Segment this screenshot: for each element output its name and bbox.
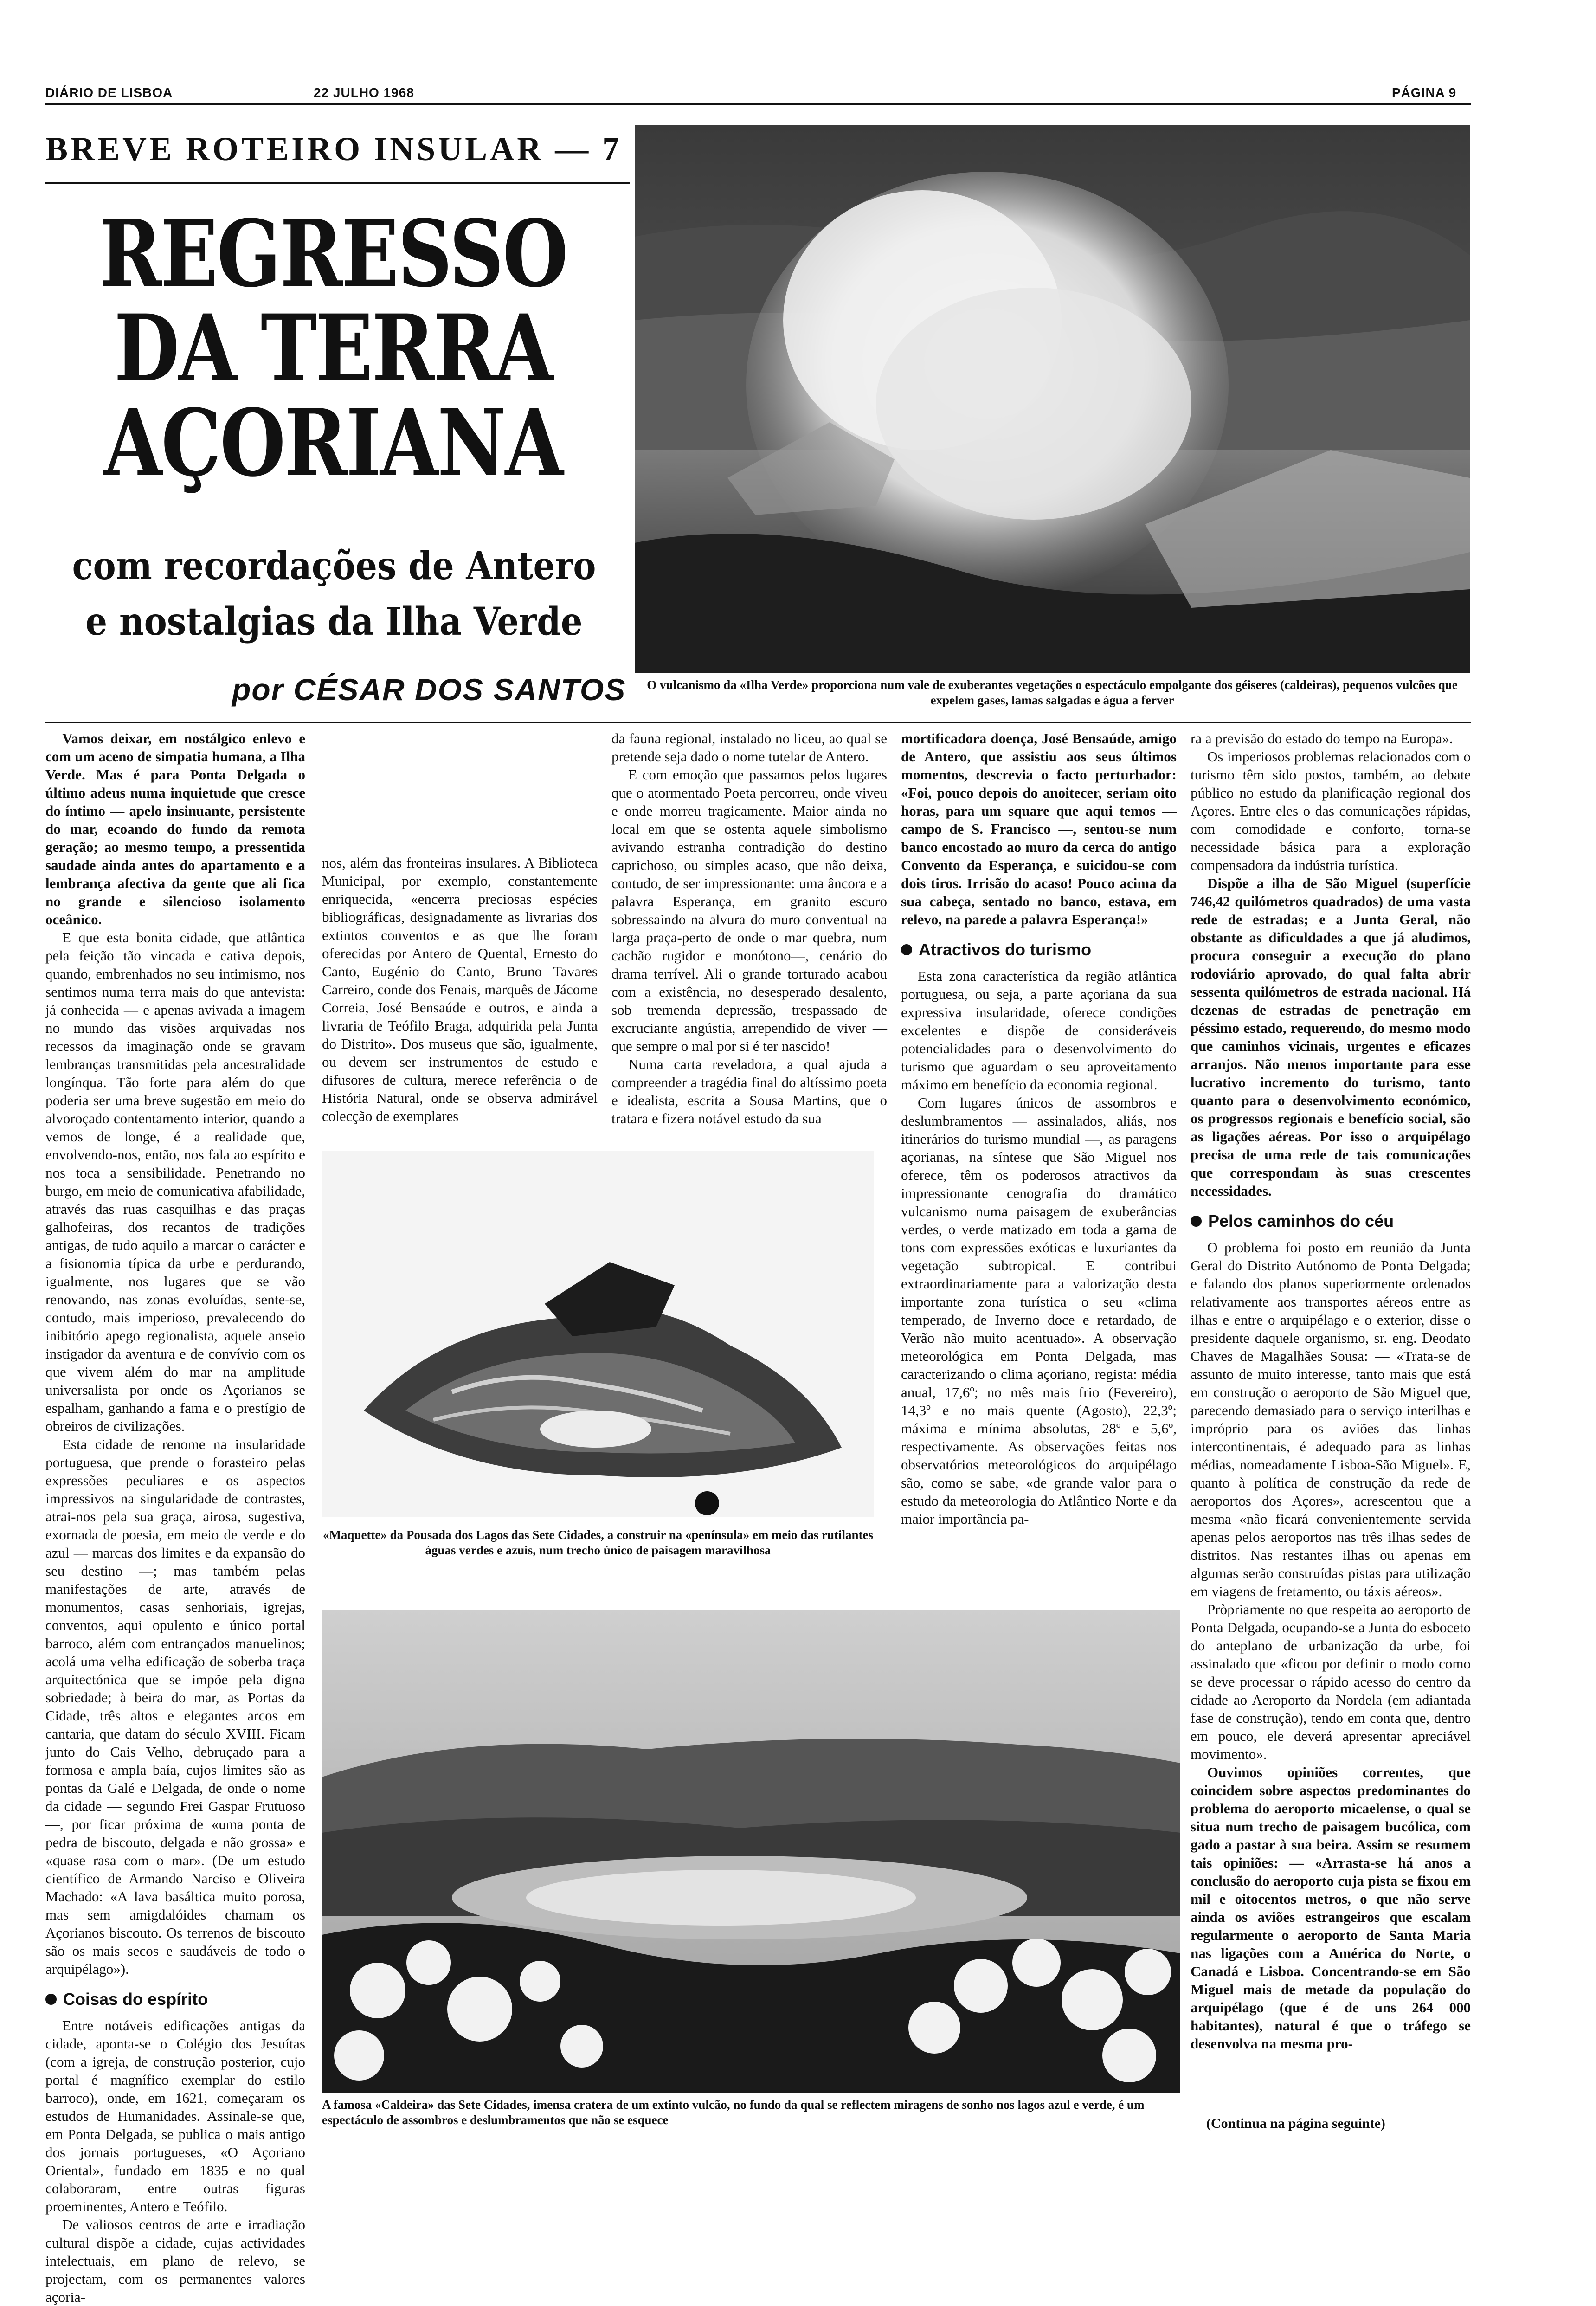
headline-line-3: AÇORIANA (103, 389, 563, 497)
newspaper-name: DIÁRIO DE LISBOA (45, 85, 173, 100)
paragraph: da fauna regional, instalado no liceu, ao qual se pretende seja dado o nome tutelar de Antero. (611, 730, 887, 765)
section-heading-ceu (1191, 1212, 1471, 1230)
byline: por CÉSAR DOS SANTOS (232, 672, 626, 707)
paragraph: De valiosos centros de arte e irradiação cultural dispõe a cidade, cujas actividades intelectuais, em plano de relevo, se projectam, com os permanentes valores açoria- (45, 2216, 305, 2305)
headline-line-2: DA TERRA (114, 294, 553, 402)
paragraph: Os imperiosos problemas relacionados com o turismo têm sido postos, também, ao debate público no estudo da planificação regional dos Açores. Entre eles o das comunicações rápidas, com comodidade e conforto, torna-se necessidade básica para a exploração compensadora da indústria turística. (1191, 748, 1471, 873)
section-heading-turismo (901, 940, 1177, 959)
byline-rule (45, 722, 1471, 723)
paragraph: Esta cidade de renome na insularidade portuguesa, que prende o forasteiro pelas expressões peculiares e os aspectos impressivos na singularidade de contrastes, atrai-nos pela sua graça, airosa, sugestiva, exornada de poesia, em meio de verde e do azul — marcas dos limites e da expansão do seu destino —; mas também pelas manifestações de arte, através de monumentos, casas senhoriais, igrejas, conventos, aqui opulento e único portal barroco, além com entrançados manuelinos; acolá uma velha edificação de soberba traça arquitectónica que se impõe pela digna sobriedade; à beira do mar, as Portas da Cidade, três altos e elegantes arcos em cantaria, que datam do século XVIII. Ficam junto do Cais Velho, debruçado para a formosa e ampla baía, cujos limites são as pontas da Galé e Delgada, de onde o nome da cidade — segundo Frei Gaspar Frutuoso —, por ficar próxima de «uma ponta de pedra de biscouto, delgada e não grossa» e «quase rasa com o mar». (De um estudo científico de Armando Narciso e Oliveira Machado: «A lava basáltica muito porosa, mas sem amigdalóides chamam os Açorianos biscouto. Os terrenos de biscouto são os mais secos e saudáveis de todo o arquipélago»). (45, 1436, 305, 1977)
paragraph: Esta zona característica da região atlântica portuguesa, ou seja, a parte açoriana da sua expressiva insularidade, oferece condições excelentes e dispõe de consideráveis potencialidades para o desenvolvimento do turismo que aguardam o seu aproveitamento máximo em benefício da economia regional. (901, 968, 1177, 1093)
article-column-2 (322, 854, 598, 1125)
geyser-illustration (635, 125, 1470, 673)
paragraph: nos, além das fronteiras insulares. A Biblioteca Municipal, por exemplo, constantemente enriquecida, «encerra preciosas espécies bibliográficas, designadamente as livrarias dos extintos conventos e as que lhe foram oferecidas por Antero de Quental, Ernesto do Canto, Eugénio do Canto, Bruno Tavares Carreiro, conde dos Fenais, marquês de Jácome Correia, José Bensaúde e outros, e ainda a livraria de Teófilo Braga, adquirida pela Junta do Distrito». Dos museus que são, igualmente, ou devem ser instrumentos de estudo e difusores de cultura, merece referência o de História Natural, onde se observa admirável colecção de exemplares (322, 855, 598, 1124)
section-heading-espirito (45, 1990, 305, 2008)
geyser-photo (635, 125, 1470, 673)
caldeira-illustration (322, 1610, 1180, 2093)
bullet-icon (901, 944, 912, 955)
section-title: Coisas do espírito (63, 1990, 208, 2009)
geyser-photo-caption: O vulcanismo da «Ilha Verde» proporciona num vale de exuberantes vegetações o espectáculo empolgante dos géiseres (caldeiras), pequenos vulcões que expelem gases, lamas salgadas e água a ferver (647, 678, 1458, 707)
issue-date: 22 JULHO 1968 (314, 85, 414, 100)
paragraph: E que esta bonita cidade, que atlântica pela feição tão vincada e cativa depois, quando, embrenhados no seu intimismo, nos sentimos numa terra mais do que antevista: já conhecida — e apenas avivada a imagem no mundo das visões arquivadas nos recessos da imaginação onde se gravam lembranças transmitidas pela ancestralidade longínqua. Tão forte para além do que poderia ser uma breve sugestão em meio do alvoroçado contentamento interior, quando a vemos de longe, é a realidade que, envolvendo-nos, então, nos fala ao espírito e nos toca a sensibilidade. Penetrando no burgo, em meio de comunicativa afabilidade, através das ruas casquilhas e das praças galhofeiras, dos recantos de tradições antigas, de tudo aquilo a marcar o carácter e a fisionomia típica da urbe e perdurando, igualmente, nos lugares que se vão renovando, nas zonas evoluídas, sente-se, contudo, mais imperioso, prevalecendo do inibitório apego regionalista, aquele anseio instigador da aventura e de convívio com os que vivem além do mar na amplitude universalista por onde os Açorianos se espalham, ganhando a fama e o prestígio de obreiros de civilizações. (45, 929, 305, 1434)
paragraph: Pròpriamente no que respeita ao aeroporto de Ponta Delgada, ocupando-se a Junta do esboceto do anteplano de urbanização da urbe, foi assinalado que «ficou por definir o modo como se deve processar o rápido acesso do centro da cidade ao Aeroporto da Nordela (em adiantada fase de construção), tendo em conta que, dentro em pouco, ele deverá apresentar apreciável movimento». (1191, 1601, 1471, 1762)
article-column-1 (45, 729, 305, 2306)
paragraph: O problema foi posto em reunião da Junta Geral do Distrito Autónomo de Ponta Delgada; e falando dos planos superiormente ordenados relativamente aos transportes aéreos entre as ilhas e entre o arquipélago e o exterior, disse o presidente daquele organismo, sr. eng. Deodato Chaves de Magalhães Sousa: — «Trata-se de assunto de muito interesse, tanto mais que está em construção o aeroporto de São Miguel que, parecendo demasiado para o serviço interilhas e impróprio para os aviões das linhas intercontinentais, é adequado para as linhas médias, nomeadamente Lisboa-São Miguel». E, quanto à política de construção da rede de aeroportos dos Açores», acrescentou que a mesma «não ficará convenientemente servida apenas pelos aeroportos nas três ilhas sedes de distritos. Nas restantes ilhas ou apenas em algumas serão construídas pistas para utilização em viagens de fretamento, ou táxis aéreos». (1191, 1239, 1471, 1599)
subheadline-line-2: e nostalgias da Ilha Verde (85, 599, 583, 644)
subheadline-line-1: com recordações de Antero (72, 544, 596, 588)
article-column-5 (1191, 729, 1471, 2053)
paragraph: mortificadora doença, José Bensaúde, amigo de Antero, que assistiu aos seus últimos momentos, descrevia o facto perturbador: «Foi, pouco depois do anoitecer, seriam oito horas, para um square que aqui temos — campo de S. Francisco —, sentou-se num banco encostado ao muro da cerca do antigo Convento da Esperança, e suicidou-se com dois tiros. Irrisão do acaso! Pouco acima da sua cabeça, sentado no banco, estava, em relevo, na parede a palavra Esperança!» (901, 730, 1177, 928)
paragraph: Ouvimos opiniões correntes, que coincidem sobre aspectos predominantes do problema do aeroporto micaelense, o qual se situa num trecho de paisagem bucólica, com gado a pastar à sua beira. Assim se resumem tais opiniões: — «Arrasta-se há anos a conclusão do aeroporto cuja pista se fixou em mil e oitocentos metros, o que não serve ainda os aviões estrangeiros que escalam regularmente o aeroporto de Santa Maria nas ligações com a América do Norte, o Canadá e Lisboa. Concentrando-se em São Miguel mais de metade da população do arquipélago (que é de uns 264 000 habitantes), natural é que o tráfego se desenvolva na mesma pro- (1191, 1764, 1471, 2052)
bullet-icon (1191, 1216, 1202, 1227)
maquette-photo (322, 1151, 874, 1517)
article-column-4 (901, 729, 1177, 1528)
paragraph: Dispõe a ilha de São Miguel (superfície 746,42 quilómetros quadrados) de uma vasta rede de estradas; e a Junta Geral, não obstante as dificuldades a que já aludimos, procura conseguir a execução do plano rodoviário aprovado, do qual falta abrir sessenta quilómetros de estrada nacional. Há dezenas de estradas de penetração em péssimo estado, requerendo, do mesmo modo que caminhos vicinais, urgentes e eficazes arranjos. Não menos importante para esse lucrativo incremento do turismo, tanto quanto para o desenvolvimento económico, os progressos regionais e benefício social, são as ligações aéreas. Por isso o arquipélago precisa de uma rede de tais comunicações que correspondam às suas crescentes necessidades. (1191, 875, 1471, 1199)
kicker-rule (45, 182, 630, 184)
section-title: Pelos caminhos do céu (1208, 1211, 1394, 1230)
caldeira-photo-caption: A famosa «Caldeira» das Sete Cidades, imensa cratera de um extinto vulcão, no fundo da qual se reflectem miragens de sonho nos lagos azul e verde, é um espectáculo de assombros e deslumbramentos que não se esquece (322, 2098, 1145, 2127)
bullet-icon (45, 1994, 57, 2005)
section-title: Atractivos do turismo (919, 940, 1092, 959)
series-kicker: BREVE ROTEIRO INSULAR — 7 (45, 130, 622, 167)
paragraph: Numa carta reveladora, a qual ajuda a compreender a tragédia final do altíssimo poeta e idealista, escrita a Sousa Martins, que o tratara e fizera notável estudo da sua (611, 1056, 887, 1127)
maquette-illustration (322, 1151, 874, 1517)
headline (45, 200, 621, 497)
caldeira-photo (322, 1610, 1180, 2093)
continuation-note: (Continua na página seguinte) (1206, 2116, 1385, 2131)
paragraph: Entre notáveis edificações antigas da cidade, aponta-se o Colégio dos Jesuítas (com a igreja, de construção posterior, cujo portal é magnífico exemplar do estilo barroco), onde, em 1621, começaram os estudos de Humanidades. Assinale-se que, em Ponta Delgada, se publica o mais antigo dos jornais portugueses, «O Açoriano Oriental», fundado em 1835 e no qual colaboraram, entre outras figuras proeminentes, Antero e Teófilo. (45, 2017, 305, 2215)
page-number: PÁGINA 9 (1392, 85, 1457, 100)
masthead-rule (45, 103, 1471, 105)
paragraph: Com lugares únicos de assombros e deslumbramentos — assinalados, aliás, nos itinerários do turismo mundial —, as paragens açorianas, na síntese que São Miguel nos oferece, têm os poderosos atractivos da impressionante cenografia do dramático vulcanismo numa paisagem de exuberâncias verdes, o verde matizado em toda a gama de tons com expressões exóticas e luxuriantes da vegetação subtropical. E contribui extraordinariamente para a valorização desta importante zona turística o seu «clima temperado, de Inverno doce e retardado, de Verão não muito acentuado». A observação meteorológica em Ponta Delgada, mas caracterizando o clima açoriano, regista: média anual, 17,6º; no mês mais frio (Fevereiro), 14,3º e no mais quente (Agosto), 22,3º; máxima e mínima absolutas, 28º e 5,6º, respectivamente. As observações feitas nos observatórios meteorológicos do arquipélago são, como se sabe, «de grande valor para o estudo da meteorologia do Atlântico Norte e da maior importância pa- (901, 1095, 1177, 1527)
paragraph: ra a previsão do estado do tempo na Europa». (1191, 730, 1453, 747)
paragraph: E com emoção que passamos pelos lugares que o atormentado Poeta percorreu, onde viveu e onde morreu tragicamente. Maior ainda no local em que se ostenta aquele simbolismo avivando estranha contradição do destino caprichoso, ou simples acaso, que não deixa, contudo, de ser impressionante: uma âncora e a palavra Esperança, em granito escuro sobressaindo na alvura do muro conventual na larga praça-perto de onde o mar quebra, num cachão rugidor e monótono—, cenário do drama terrível. Ali o grande torturado acabou com a existência, no desesperado desalento, sob tremenda depressão, trespassado de excruciante angústia, arrependido de viver — que sempre o mal por si é ter nascido! (611, 767, 887, 1054)
headline-line-1: REGRESSO (99, 200, 567, 308)
maquette-photo-caption: «Maquette» da Pousada dos Lagos das Sete Cidades, a construir na «península» em meio das rutilantes águas verdes e azuis, num trecho único de paisagem maravilhosa (322, 1528, 874, 1557)
subheadline (37, 538, 631, 650)
article-column-3 (611, 729, 887, 1127)
paragraph: Vamos deixar, em nostálgico enlevo e com um aceno de simpatia humana, a Ilha Verde. Mas é para Ponta Delgada o último adeus numa inquietude que cresce do íntimo — apelo insinuante, persistente do mar, ecoando do fundo da remota geração; ao mesmo tempo, a pressentida saudade ainda antes do apartamento e a lembrança afectiva da gente que ali fica no grande e silencioso isolamento oceânico. (45, 730, 305, 928)
